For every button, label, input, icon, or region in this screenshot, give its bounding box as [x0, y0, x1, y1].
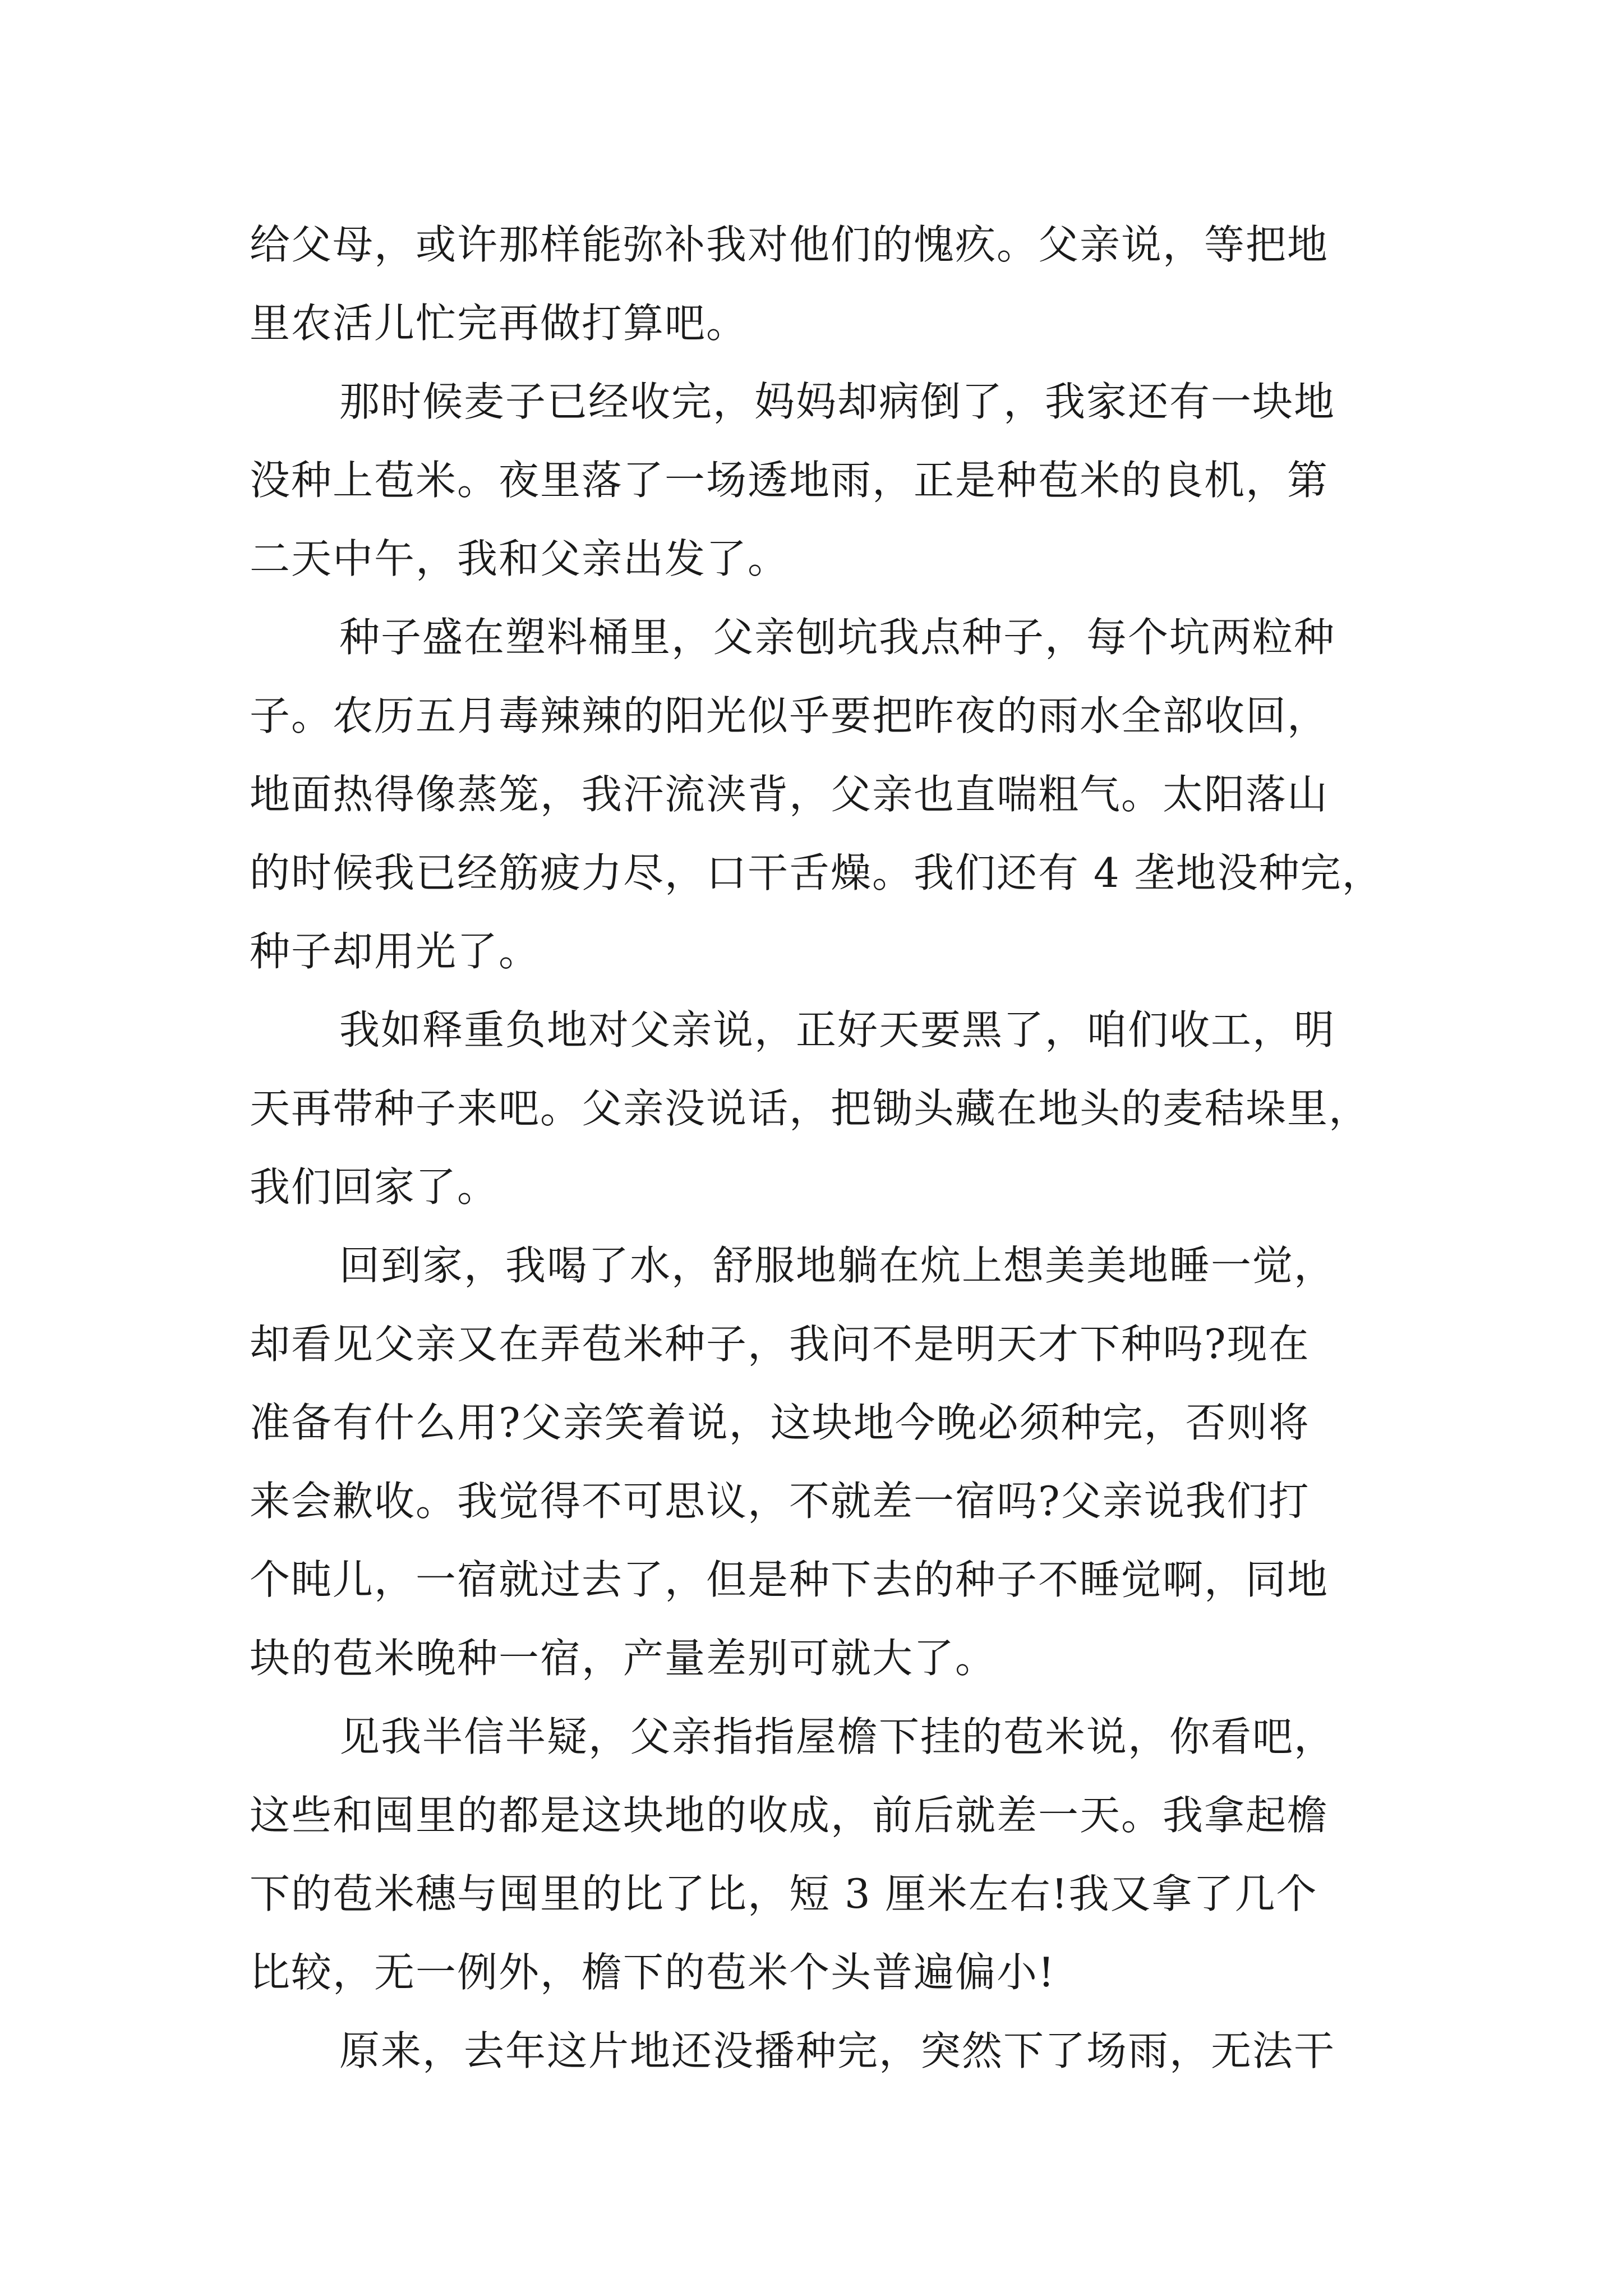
text-line: 没种上苞米。夜里落了一场透地雨，正是种苞米的良机，第 [250, 457, 1329, 504]
paragraph [250, 1226, 1394, 1697]
text-line: 块的苞米晚种一宿，产量差别可就大了。 [250, 1635, 997, 1682]
paragraph [250, 991, 1394, 1226]
text-line: 那时候麦子已经收完，妈妈却病倒了，我家还有一块地 [339, 378, 1336, 425]
text-line: 我如释重负地对父亲说，正好天要黑了，咱们收工，明 [339, 1006, 1336, 1053]
text-line: 二天中午，我和父亲出发了。 [250, 535, 790, 582]
text-line: 下的苞米穗与囤里的比了比，短 3 厘米左右!我又拿了几个 [250, 1870, 1318, 1917]
text-line: 我们回家了。 [250, 1163, 499, 1211]
text-line: 的时候我已经筋疲力尽，口干舌燥。我们还有 4 垄地没种完， [250, 849, 1384, 896]
text-line: 里农活儿忙完再做打算吧。 [250, 300, 748, 347]
paragraph [250, 598, 1394, 991]
document-body [250, 205, 1394, 2090]
text-line: 这些和囤里的都是这块地的收成，前后就差一天。我拿起檐 [250, 1792, 1329, 1839]
text-line: 原来，去年这片地还没播种完，突然下了场雨，无法干 [339, 2027, 1336, 2074]
text-line: 种子却用光了。 [250, 928, 541, 975]
paragraph [250, 1697, 1394, 2012]
text-line: 比较，无一例外，檐下的苞米个头普遍偏小! [250, 1949, 1055, 1996]
text-line: 种子盛在塑料桶里，父亲刨坑我点种子，每个坑两粒种 [339, 614, 1336, 661]
paragraph [250, 2012, 1394, 2090]
text-line: 却看见父亲又在弄苞米种子，我问不是明天才下种吗?现在 [250, 1320, 1310, 1368]
text-line: 来会歉收。我觉得不可思议，不就差一宿吗?父亲说我们打 [250, 1478, 1310, 1525]
text-line: 子。农历五月毒辣辣的阳光似乎要把昨夜的雨水全部收回， [250, 692, 1329, 739]
paragraph [250, 205, 1394, 362]
text-line: 地面热得像蒸笼，我汗流浃背，父亲也直喘粗气。太阳落山 [250, 771, 1329, 818]
paragraph [250, 362, 1394, 598]
text-line: 准备有什么用?父亲笑着说，这块地今晚必须种完，否则将 [250, 1399, 1310, 1446]
text-line: 个盹儿，一宿就过去了，但是种下去的种子不睡觉啊，同地 [250, 1556, 1329, 1603]
text-line: 给父母，或许那样能弥补我对他们的愧疚。父亲说，等把地 [250, 221, 1329, 268]
text-line: 见我半信半疑，父亲指指屋檐下挂的苞米说，你看吧， [339, 1713, 1336, 1760]
text-line: 天再带种子来吧。父亲没说话，把锄头藏在地头的麦秸垛里， [250, 1085, 1371, 1132]
text-line: 回到家，我喝了水，舒服地躺在炕上想美美地睡一觉， [339, 1242, 1336, 1289]
